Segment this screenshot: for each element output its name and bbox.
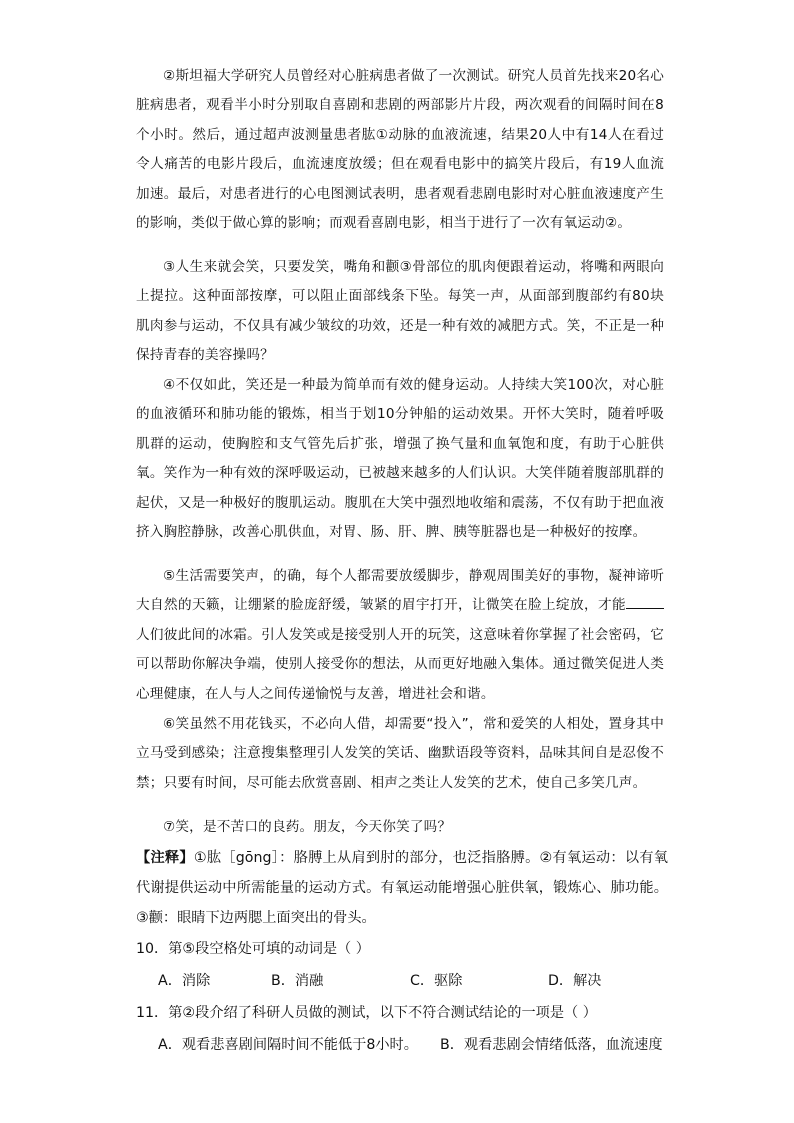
fill-in-blank	[626, 595, 664, 610]
option-c: C．驱除	[410, 973, 463, 989]
annotation-label: 【注释】	[136, 850, 194, 866]
paragraph-6: ⑥笑虽然不用花钱买，不必向人借，却需要“投入”，常和爱笑的人相处，置身其中立马受到感染；注意搜集整理引人发笑的笑话、幽默语段等资料，品味其间自是忍俊不禁；只要有时间，尽可能去欣赏喜剧、相声之类让人发笑的艺术，使自己多笑几声。	[136, 716, 664, 791]
paragraph-5-before-blank: ⑤生活需要笑声，的确，每个人都需要放缓脚步，静观周围美好的事物，凝神谛听大自然的天籁，让绷紧的脸庞舒缓，皱紧的眉宇打开，让微笑在脸上绽放，才能	[136, 568, 664, 614]
question-10: 10．第⑤段空格处可填的动词是（ ）	[136, 941, 370, 957]
option-d: D．解决	[548, 973, 602, 989]
paragraph-3: ③人生来就会笑，只要发笑，嘴角和颧③骨部位的肌肉便跟着运动，将嘴和两眼向上提拉。这种面部按摩，可以阻止面部线条下坠。每笑一声，从面部到腹部约有80块肌肉参与运动，不仅具有减少皱纹的功效，还是一种有效的减肥方式。笑，不正是一种保持青春的美容操吗？	[136, 259, 664, 364]
paragraph-2: ②斯坦福大学研究人员曾经对心脏病患者做了一次测试。研究人员首先找来20名心脏病患者，观看半小时分别取自喜剧和悲剧的两部影片片段，两次观看的间隔时间在8个小时。然后，通过超声波测量患者肱①动脉的血液流速，结果20人中有14人在看过令人痛苦的电影片段后，血流速度放缓；但在观看电影中的搞笑片段后，有19人血流加速。最后，对患者进行的心电图测试表明，患者观看悲剧电影时对心脏血液速度产生的影响，类似于做心算的影响；而观看喜剧电影，相当于进行了一次有氧运动②。	[136, 68, 664, 232]
option-a: A．观看悲喜剧间隔时间不能低于8小时。	[158, 1037, 418, 1053]
paragraph-7: ⑦笑，是不苦口的良药。朋友，今天你笑了吗？	[163, 819, 452, 835]
question-11: 11．第②段介绍了科研人员做的测试，以下不符合测试结论的一项是（ ）	[136, 1005, 597, 1021]
option-a: A．消除	[158, 973, 211, 989]
annotation	[136, 843, 668, 933]
paragraph-4: ④不仅如此，笑还是一种最为简单而有效的健身运动。人持续大笑100次，对心脏的血液循环和肺功能的锻炼，相当于划10分钟船的运动效果。开怀大笑时，随着呼吸肌群的运动，使胸腔和支气管先后扩张，增强了换气量和血氧饱和度，有助于心脏供氧。笑作为一种有效的深呼吸运动，已被越来越多的人们认识。大笑伴随着腹部肌群的起伏，又是一种极好的腹肌运动。腹肌在大笑中强烈地收缩和震荡，不仅有助于把血液挤入胸腔静脉，改善心肌供血，对胃、肠、肝、脾、胰等脏器也是一种极好的按摩。	[136, 377, 664, 541]
paragraph-5-after-blank: 人们彼此间的冰霜。引人发笑或是接受别人开的玩笑，这意味着你掌握了社会密码，它可以帮助你解决争端，使别人接受你的想法，从而更好地融入集体。通过微笑促进人类心理健康，在人与人之间传递愉悦与友善，增进社会和谐。	[136, 626, 664, 702]
option-b: B．消融	[271, 973, 324, 989]
paragraph-5	[136, 562, 664, 709]
option-b: B．观看悲剧会情绪低落，血流速度	[440, 1037, 663, 1053]
annotation-text: ①肱［gōng］：胳膊上从肩到肘的部分，也泛指胳膊。②有氧运动：以有氧代谢提供运动中所需能量的运动方式。有氧运动能增强心脏供氧，锻炼心、肺功能。③颧：眼睛下边两腮上面突出的骨头。	[136, 850, 668, 926]
